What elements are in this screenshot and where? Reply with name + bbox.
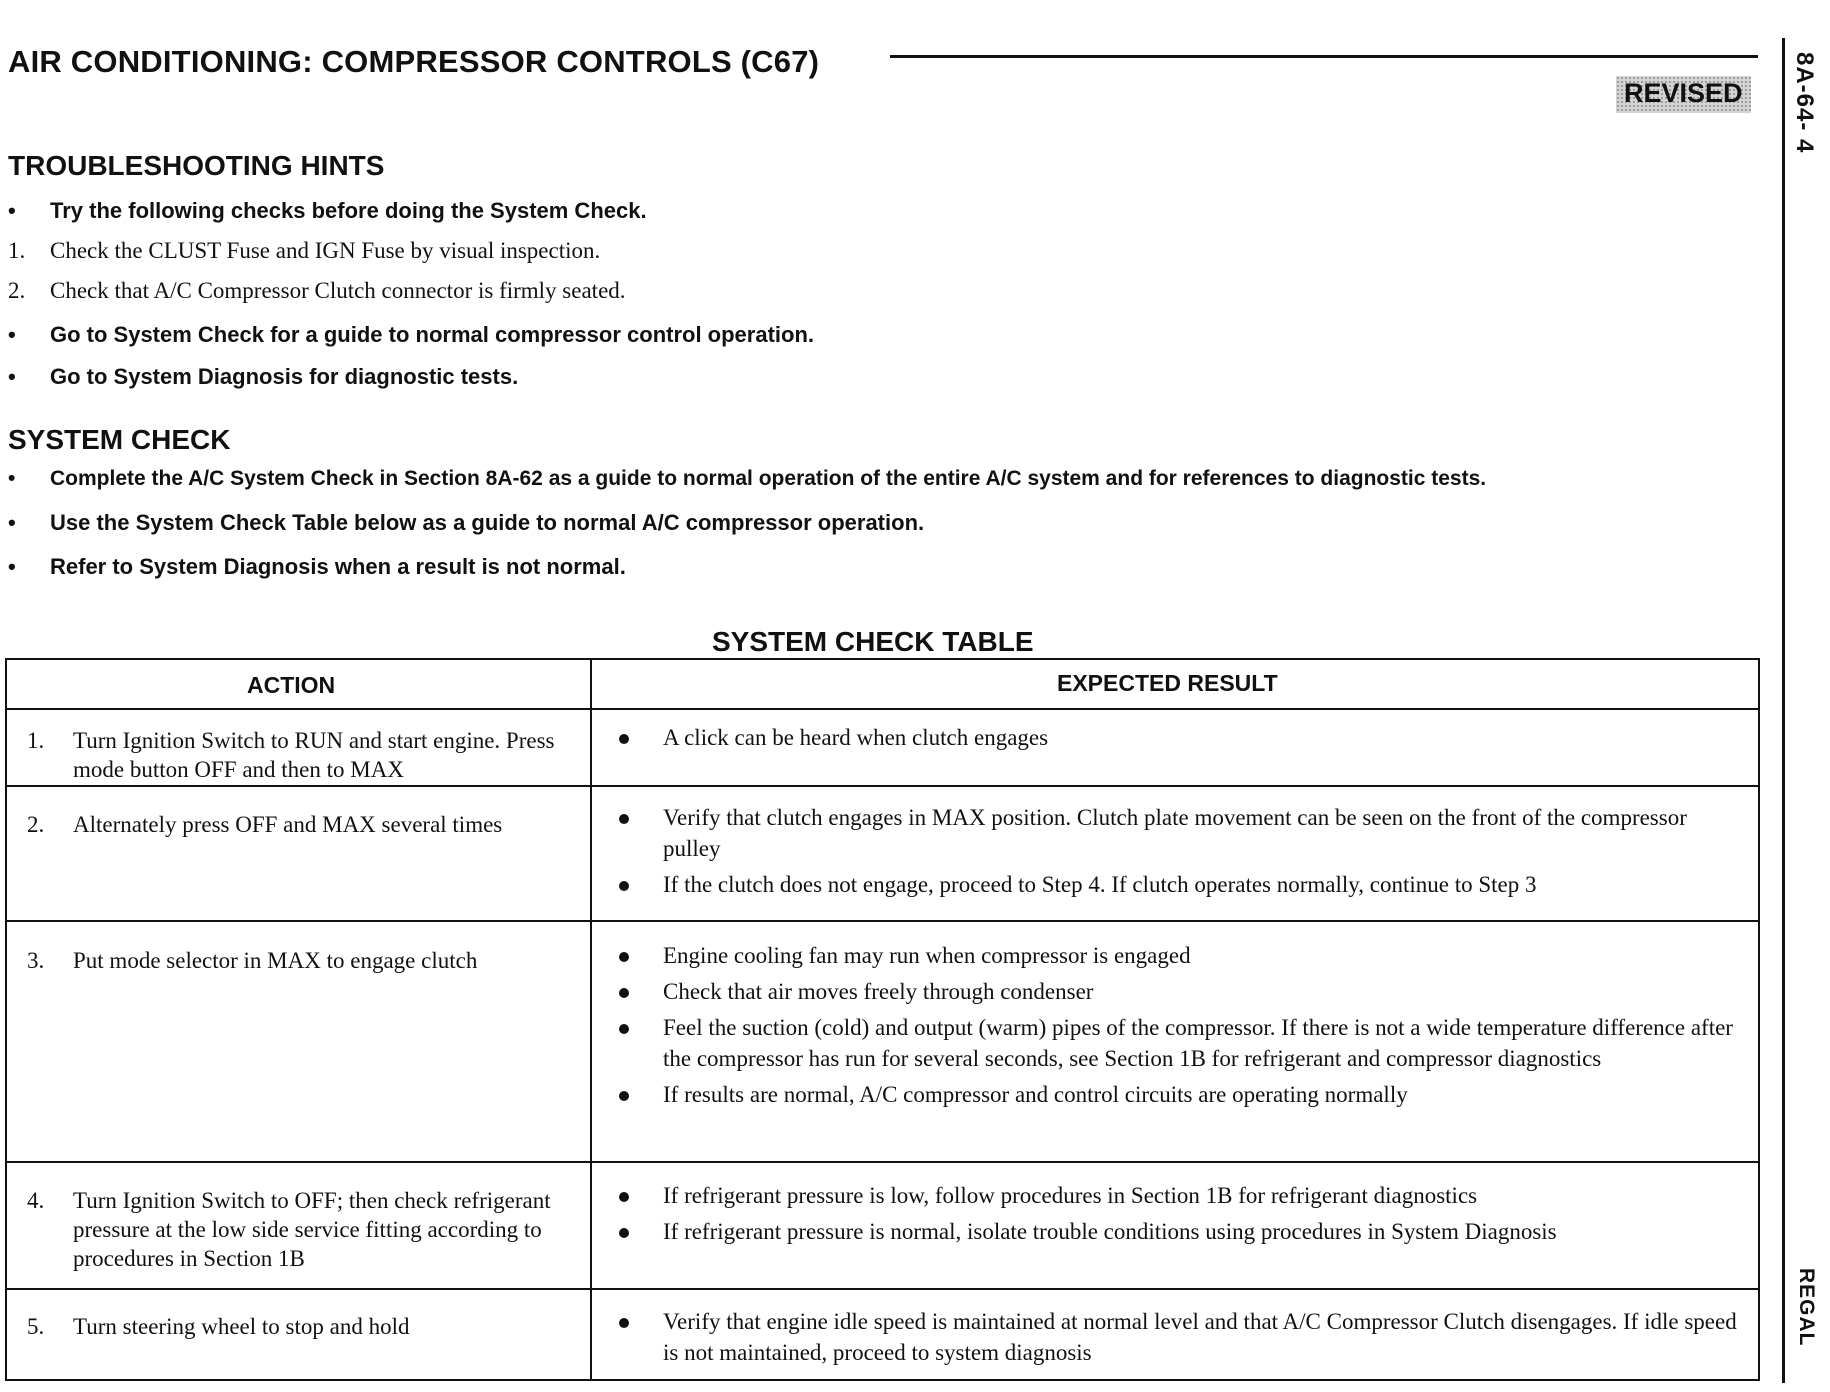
result-text: A click can be heard when clutch engages xyxy=(663,725,1049,750)
system-check-text: Complete the A/C System Check in Section 8A-62 as a guide to normal operation of the entire A/C system and for references to diagnostic tests. xyxy=(50,467,1487,490)
result-item xyxy=(609,802,1749,864)
page-title: AIR CONDITIONING: COMPRESSOR CONTROLS (C67) xyxy=(8,44,820,79)
action-text: Turn Ignition Switch to OFF; then check refrigerant pressure at the low side service fitting according to procedures in Section 1B xyxy=(73,1188,551,1271)
result-item xyxy=(609,1012,1749,1074)
bullet-dot xyxy=(619,814,629,824)
system-check-item xyxy=(8,467,1486,491)
result-item xyxy=(609,722,1749,753)
row-divider xyxy=(7,920,1758,922)
bullet-marker: • xyxy=(8,198,16,223)
hint-text: Check the CLUST Fuse and IGN Fuse by visual inspection. xyxy=(50,238,601,263)
page-number: 8A-64- 4 xyxy=(1791,52,1818,154)
table-row-action xyxy=(27,810,572,839)
system-check-text: Use the System Check Table below as a guide to normal A/C compressor operation. xyxy=(50,510,925,535)
table-row-result xyxy=(609,940,1749,1115)
result-text: If refrigerant pressure is normal, isolate trouble conditions using procedures in System Diagnosis xyxy=(663,1219,1557,1244)
bullet-dot xyxy=(619,1228,629,1238)
bullet-dot xyxy=(619,1024,629,1034)
result-text: Verify that clutch engages in MAX position. Clutch plate movement can be seen on the front of the compressor pulley xyxy=(663,805,1687,861)
bullet-dot xyxy=(619,952,629,962)
revised-stamp: REVISED xyxy=(1616,76,1751,113)
bullet-dot xyxy=(619,1192,629,1202)
system-check-item xyxy=(8,554,626,580)
column-divider xyxy=(590,660,592,1379)
row-divider xyxy=(7,1161,1758,1163)
title-rule xyxy=(890,55,1758,58)
hint-text: Go to System Check for a guide to normal compressor control operation. xyxy=(50,322,815,347)
table-row-result xyxy=(609,1306,1749,1373)
bullet-dot xyxy=(619,734,629,744)
table-row-result xyxy=(609,802,1749,905)
action-text: Alternately press OFF and MAX several times xyxy=(73,812,503,837)
table-row-result xyxy=(609,722,1749,758)
step-number: 2. xyxy=(27,812,45,837)
number-marker: 2. xyxy=(8,278,26,303)
step-number: 5. xyxy=(27,1314,45,1339)
step-number: 1. xyxy=(27,728,45,753)
result-item xyxy=(609,1216,1749,1247)
row-divider xyxy=(7,785,1758,787)
table-row-action xyxy=(27,1186,572,1273)
result-text: If refrigerant pressure is low, follow procedures in Section 1B for refrigerant diagnostics xyxy=(663,1183,1478,1208)
bullet-dot xyxy=(619,1091,629,1101)
table-row-action xyxy=(27,1312,572,1341)
row-divider xyxy=(7,1288,1758,1290)
result-item xyxy=(609,869,1749,900)
action-text: Turn Ignition Switch to RUN and start engine. Press mode button OFF and then to MAX xyxy=(73,728,555,782)
model-tab: REGAL xyxy=(1795,1268,1818,1347)
hint-text: Check that A/C Compressor Clutch connector is firmly seated. xyxy=(50,278,626,303)
system-check-heading: SYSTEM CHECK xyxy=(8,424,231,455)
system-check-item xyxy=(8,510,924,536)
row-divider xyxy=(7,708,1758,710)
step-number: 3. xyxy=(27,948,45,973)
bullet-dot xyxy=(619,1318,629,1328)
result-text: Engine cooling fan may run when compressor is engaged xyxy=(663,943,1191,968)
number-marker: 1. xyxy=(8,238,26,263)
margin-rule xyxy=(1782,38,1785,1383)
hint-item xyxy=(8,278,626,304)
hint-text: Go to System Diagnosis for diagnostic tests. xyxy=(50,364,519,389)
hint-item xyxy=(8,198,647,224)
result-text: Feel the suction (cold) and output (warm) pipes of the compressor. If there is not a wide temperature difference after the compressor has run for several seconds, see Section 1B for refrigerant and compressor diagnostics xyxy=(663,1015,1733,1071)
bullet-marker: • xyxy=(8,322,16,347)
hint-item xyxy=(8,322,814,348)
column-header-action: ACTION xyxy=(247,672,336,698)
column-header-result: EXPECTED RESULT xyxy=(1057,670,1278,696)
result-item xyxy=(609,1306,1749,1368)
bullet-dot xyxy=(619,988,629,998)
system-check-text: Refer to System Diagnosis when a result is not normal. xyxy=(50,554,626,579)
result-text: Verify that engine idle speed is maintained at normal level and that A/C Compressor Clutch disengages. If idle speed is not maintained, proceed to system diagnosis xyxy=(663,1309,1737,1365)
table-row-result xyxy=(609,1180,1749,1252)
action-text: Turn steering wheel to stop and hold xyxy=(73,1314,410,1339)
table-row-action xyxy=(27,726,572,784)
system-check-table xyxy=(5,658,1760,1381)
hint-item xyxy=(8,238,600,264)
hint-item xyxy=(8,364,518,390)
bullet-dot xyxy=(619,881,629,891)
bullet-marker: • xyxy=(8,467,16,490)
table-row-action xyxy=(27,946,572,975)
result-item xyxy=(609,940,1749,971)
result-text: Check that air moves freely through condenser xyxy=(663,979,1094,1004)
troubleshooting-heading: TROUBLESHOOTING HINTS xyxy=(8,150,385,181)
result-item xyxy=(609,1180,1749,1211)
hint-text: Try the following checks before doing the System Check. xyxy=(50,198,647,223)
result-text: If results are normal, A/C compressor and control circuits are operating normally xyxy=(663,1082,1408,1107)
step-number: 4. xyxy=(27,1188,45,1213)
result-text: If the clutch does not engage, proceed to Step 4. If clutch operates normally, continue to Step 3 xyxy=(663,872,1537,897)
action-text: Put mode selector in MAX to engage clutch xyxy=(73,948,478,973)
bullet-marker: • xyxy=(8,510,16,535)
result-item xyxy=(609,1079,1749,1110)
table-title: SYSTEM CHECK TABLE xyxy=(712,626,1034,657)
bullet-marker: • xyxy=(8,554,16,579)
result-item xyxy=(609,976,1749,1007)
bullet-marker: • xyxy=(8,364,16,389)
